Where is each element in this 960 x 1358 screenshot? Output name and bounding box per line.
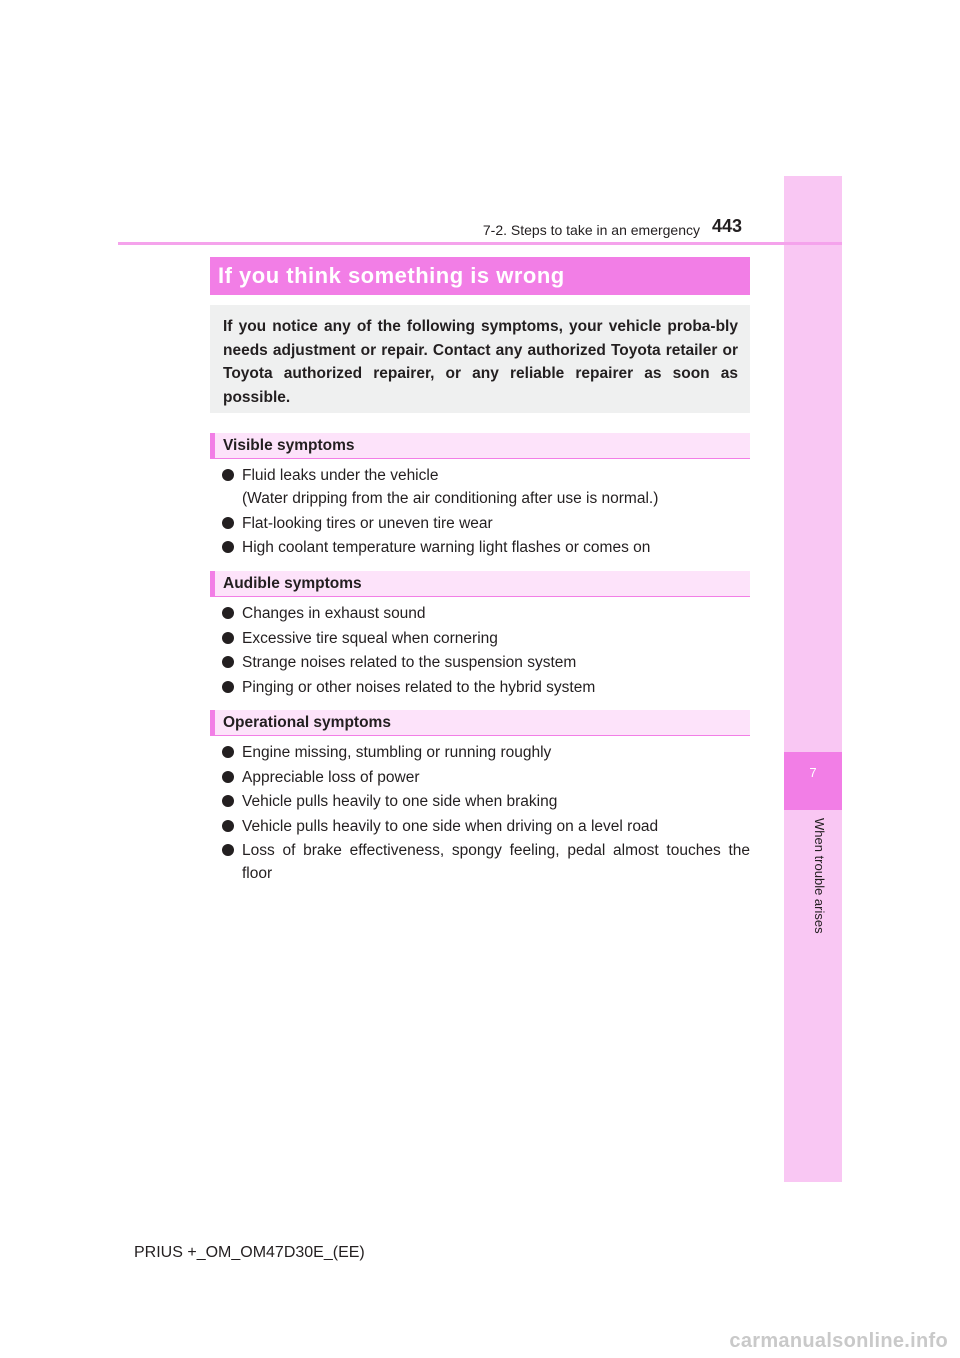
bullet-icon [222,632,234,644]
chapter-number: 7 [809,765,817,780]
bullet-icon [222,844,234,856]
section-heading-text: Audible symptoms [223,575,362,592]
list-item-text: Strange noises related to the suspension system [242,654,577,671]
list-item [222,815,750,838]
list-item-text: Fluid leaks under the vehicle [242,467,439,484]
list-item-text: Loss of brake effectiveness, spongy feeling, pedal almost touches the floor [242,842,750,882]
list-item [222,512,750,535]
list-item-text: Changes in exhaust sound [242,605,426,622]
page-title-bar [210,257,750,295]
list-item [222,536,750,559]
list-item-text: Flat-looking tires or uneven tire wear [242,514,493,532]
list-item [222,790,750,813]
watermark: carmanualsonline.info [729,1330,948,1352]
section-heading-text: Operational symptoms [223,714,391,731]
section-heading-visible [210,433,750,459]
audible-symptoms-list [222,602,750,700]
list-item [222,741,750,764]
chapter-number-tab [784,752,842,810]
visible-symptoms-list [222,464,750,561]
operational-symptoms-list [222,741,750,887]
bullet-icon [222,771,234,783]
list-item [222,602,750,625]
list-item [222,464,750,510]
list-item [222,766,750,789]
bullet-icon [222,795,234,807]
list-item [222,651,750,674]
section-heading-operational [210,710,750,736]
list-item-text: High coolant temperature warning light flashes or comes on [242,539,651,556]
list-item [222,839,750,885]
chapter-side-tab [784,176,842,1182]
bullet-icon [222,681,234,693]
footer-document-code: PRIUS +_OM_OM47D30E_(EE) [134,1244,365,1261]
section-heading-audible [210,571,750,597]
bullet-icon [222,541,234,553]
bullet-icon [222,469,234,481]
bullet-icon [222,820,234,832]
list-item-text: Pinging or other noises related to the hybrid system [242,678,596,696]
bullet-icon [222,517,234,529]
page-title: If you think something is wrong [218,263,565,288]
page-number: 443 [712,216,743,236]
list-item-text: Vehicle pulls heavily to one side when braking [242,793,558,810]
header-section-title: 7-2. Steps to take in an emergency [482,222,700,238]
header-divider [118,242,842,245]
bullet-icon [222,607,234,619]
section-heading-text: Visible symptoms [223,437,355,454]
list-item [222,627,750,650]
intro-box: If you notice any of the following symptoms, your vehicle proba-bly needs adjustment or repair. Contact any authorized Toyota retailer or Toyota authorized repairer, or any reliable repairer as soon as possible. [210,305,750,413]
list-item [222,676,750,699]
chapter-title: When trouble arises [812,818,827,934]
bullet-icon [222,746,234,758]
list-item-text: Appreciable loss of power [242,768,420,786]
list-item-text: Excessive tire squeal when cornering [242,629,498,647]
list-item-note: (Water dripping from the air conditioning after use is normal.) [242,490,659,507]
list-item-text: Vehicle pulls heavily to one side when driving on a level road [242,817,659,835]
bullet-icon [222,656,234,668]
list-item-text: Engine missing, stumbling or running roughly [242,744,552,761]
